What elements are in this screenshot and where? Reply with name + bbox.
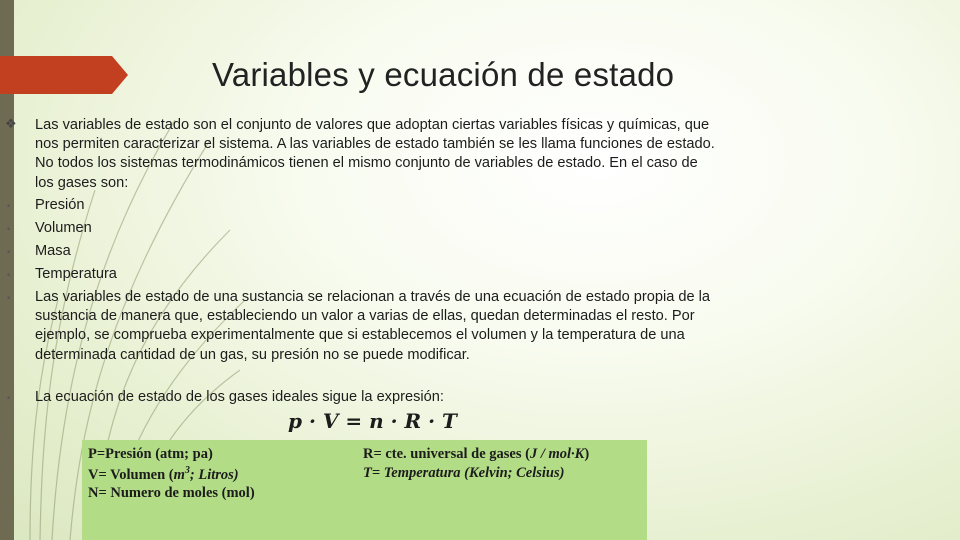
legend-volume (88, 465, 239, 484)
bullet-icon: • (7, 270, 11, 280)
bullet-icon: • (7, 393, 11, 403)
legend-pressure: P=Presión (atm; pa) (88, 446, 213, 462)
legend-volume-prefix: V= Volumen ( (88, 466, 174, 483)
ideal-gas-paragraph: La ecuación de estado de los gases ideales sigue la expresión: (35, 389, 444, 405)
bullet-item-masa: Masa (35, 243, 71, 259)
legend-r-prefix: R= cte. universal de gases ( (363, 446, 530, 462)
bullet-item-temperatura: Temperatura (35, 266, 117, 282)
legend-volume-suffix: ; Litros) (189, 466, 239, 483)
legend-r-unit: J / mol·K (529, 446, 585, 462)
legend-moles: N= Numero de moles (mol) (88, 485, 255, 501)
slide-title: Variables y ecuación de estado (212, 56, 675, 93)
legend-gas-constant (363, 446, 589, 463)
legend-volume-unit: $m^3$ (173, 465, 190, 483)
bullet-item-presion: Presión (35, 197, 85, 213)
ideal-gas-formula: p · V = n · R · T (288, 409, 457, 433)
relation-paragraph: Las variables de estado de una sustancia se relacionan a través de una ecuación de estado propia de la sustancia de manera que, estableciendo un valor a varias de ellas, quedan determinadas el resto. Por ejemplo, se comprueba experimentalmente que si establecemos el volumen y la temperatura de una determinada cantidad de un gas, su presión no se puede modificar. (35, 289, 711, 363)
variables-legend-box (82, 440, 647, 540)
bullet-icon: • (7, 293, 11, 303)
title-accent-tab (0, 56, 128, 94)
bullet-icon: • (7, 247, 11, 257)
legend-r-suffix: ) (584, 446, 590, 462)
diamond-bullet-icon: ❖ (5, 116, 17, 131)
intro-paragraph: Las variables de estado son el conjunto de valores que adoptan ciertas variables físicas y químicas, que nos permiten caracterizar el sistema. A las variables de estado también se les llama funciones de estado. No todos los sistemas termodinámicos tienen el mismo conjunto de variables de estado. En el caso de los gases son: (35, 117, 715, 191)
bullet-icon: • (7, 201, 11, 211)
bullet-item-volumen: Volumen (35, 220, 92, 236)
legend-temperature: T= Temperatura (Kelvin; Celsius) (363, 465, 565, 481)
bullet-icon: • (7, 224, 11, 234)
